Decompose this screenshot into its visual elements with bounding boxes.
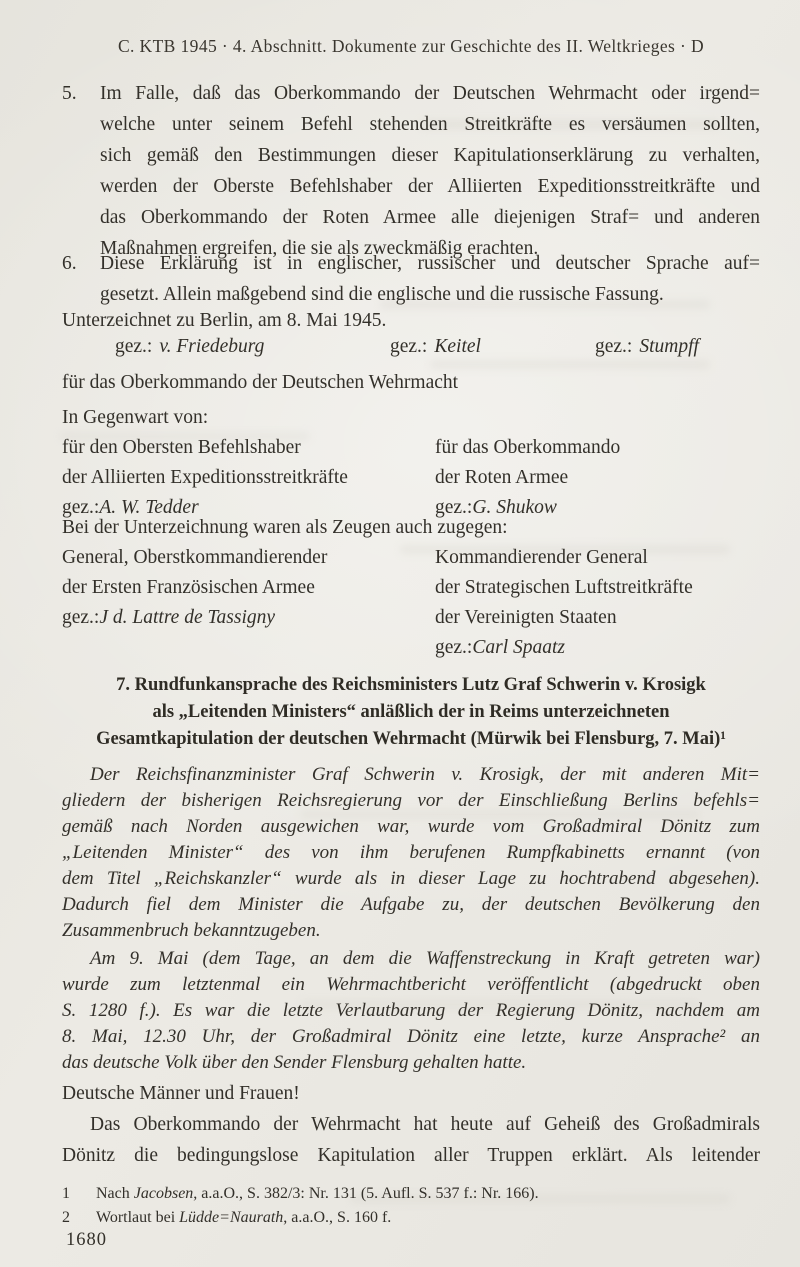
- text-line: Kommandierender General: [435, 547, 648, 568]
- signature: [390, 336, 481, 358]
- text-line: S. 1280 f.). Es war die letzte Verlautbarung der Regierung Dönitz, nachdem am: [62, 1000, 760, 1021]
- witnesses-columns: [62, 543, 760, 663]
- footnote: [62, 1206, 760, 1230]
- capitulation-item-5: [62, 78, 760, 264]
- text-line: der Vereinigten Staaten: [435, 607, 617, 628]
- text-line: der Ersten Französischen Armee: [62, 577, 315, 598]
- footnote-number: 2: [62, 1209, 70, 1226]
- footnote-number: 1: [62, 1185, 70, 1202]
- place-date-line: Unterzeichnet zu Berlin, am 8. Mai 1945.: [62, 310, 387, 331]
- heading-line: 7. Rundfunkansprache des Reichsministers Lutz Graf Schwerin v. Krosigk: [116, 675, 706, 695]
- heading-line: Gesamtkapitulation der deutschen Wehrmacht (Mürwik bei Flensburg, 7. Mai)¹: [96, 729, 726, 749]
- text-line: Zusammenbruch bekanntzugeben.: [62, 920, 321, 941]
- text-line: General, Oberstkommandierender: [62, 547, 328, 568]
- footnotes: [62, 1182, 760, 1230]
- signature-prefix: gez.:: [595, 336, 633, 357]
- footnote-text-pre: Nach: [96, 1185, 134, 1202]
- signature-prefix: gez.:: [390, 336, 428, 357]
- heading-line: als „Leitenden Ministers“ anläßlich der in Reims unterzeichneten: [152, 702, 670, 722]
- speech-salutation: Deutsche Männer und Frauen!: [62, 1083, 300, 1104]
- text-line: Im Falle, daß das Oberkommando der Deutschen Wehrmacht oder irgend=: [100, 83, 760, 104]
- signature-prefix: gez.:: [115, 336, 153, 357]
- page-number: 1680: [66, 1230, 107, 1250]
- footnote-text-pre: Wortlaut bei: [96, 1209, 180, 1226]
- text-line: wurde zum letztenmal ein Wehrmachtbericht veröffentlicht (abgedruckt oben: [62, 974, 760, 995]
- footnote-author: Lüdde=Naurath: [179, 1209, 284, 1226]
- text-line: gemäß nach Norden ausgewichen war, wurde vom Großadmiral Dönitz zum: [62, 816, 760, 837]
- text-line: der Alliierten Expeditionsstreitkräfte: [62, 467, 348, 488]
- signature: [62, 603, 435, 633]
- text-line: Maßnahmen ergreifen, die sie als zweckmäßig erachten.: [100, 238, 539, 259]
- signature-prefix: gez.:: [62, 497, 100, 518]
- editorial-paragraph-2: [62, 946, 760, 1076]
- presence-intro: In Gegenwart von:: [62, 407, 209, 428]
- item-text: [100, 248, 760, 310]
- text-line: „Leitenden Minister“ des von ihm berufenen Rumpfkabinetts ernannt (von: [62, 842, 760, 863]
- witnesses-left-column: [62, 543, 435, 663]
- text-line: Das Oberkommando der Wehrmacht hat heute auf Geheiß des Großadmirals: [90, 1114, 760, 1135]
- witnesses-right-column: [435, 543, 760, 663]
- text-line: Dadurch fiel dem Minister die Aufgabe zu, der deutschen Bevölkerung den: [62, 894, 760, 915]
- signature-prefix: gez.:: [62, 607, 100, 628]
- text-line: das Oberkommando der Roten Armee alle diejenigen Straf= und anderen: [100, 207, 760, 228]
- footnote-text-post: , a.a.O., S. 160 f.: [283, 1209, 392, 1226]
- presence-left-column: [62, 433, 435, 523]
- text-line: sich gemäß den Bestimmungen dieser Kapitulationserklärung zu verhalten,: [100, 145, 760, 166]
- signature: [115, 336, 264, 358]
- signature-name: v. Friedeburg: [159, 336, 265, 357]
- text-line: Dönitz die bedingungslose Kapitulation aller Truppen erklärt. Als leitender: [62, 1145, 760, 1166]
- text-line: der Strategischen Luftstreitkräfte: [435, 577, 693, 598]
- signature-name: G. Shukow: [472, 497, 557, 518]
- text-line: für das Oberkommando: [435, 437, 621, 458]
- text-line: 8. Mai, 12.30 Uhr, der Großadmiral Dönitz eine letzte, kurze Ansprache² an: [62, 1026, 760, 1047]
- section-7-heading: [62, 672, 760, 753]
- footnote-author: Jacobsen: [133, 1185, 194, 1202]
- signature-name: Carl Spaatz: [472, 637, 566, 658]
- signature-name: J d. Lattre de Tassigny: [99, 607, 276, 628]
- editorial-paragraph-1: [62, 762, 760, 944]
- footnote: [62, 1182, 760, 1206]
- running-header: C. KTB 1945 · 4. Abschnitt. Dokumente zur Geschichte des II. Weltkrieges · D: [117, 36, 705, 56]
- footnote-text-post: , a.a.O., S. 382/3: Nr. 131 (5. Aufl. S. 537 f.: Nr. 166).: [193, 1185, 539, 1202]
- item-text: [100, 78, 760, 264]
- footnote-text: [96, 1182, 760, 1206]
- signature-prefix: gez.:: [435, 497, 473, 518]
- capitulation-item-6: [62, 248, 760, 310]
- speech-paragraph: [62, 1109, 760, 1171]
- signature-name: Keitel: [434, 336, 481, 357]
- text-line: das deutsche Volk über den Sender Flensburg gehalten hatte.: [62, 1052, 527, 1073]
- signature: [595, 336, 699, 358]
- footnote-text: [96, 1206, 760, 1230]
- item-number: 5.: [62, 83, 77, 104]
- text-line: Diese Erklärung ist in englischer, russischer und deutscher Sprache auf=: [100, 253, 760, 274]
- signature-name: A. W. Tedder: [99, 497, 199, 518]
- presence-right-column: [435, 433, 760, 523]
- text-line: welche unter seinem Befehl stehenden Streitkräfte es versäumen sollten,: [100, 114, 760, 135]
- signature: [435, 633, 760, 663]
- text-line: gliedern der bisherigen Reichsregierung vor der Einschließung Berlins befehls=: [62, 790, 760, 811]
- text-line: für den Obersten Befehlshaber: [62, 437, 301, 458]
- signature-row: [0, 336, 800, 367]
- signature-prefix: gez.:: [435, 637, 473, 658]
- presence-columns: [62, 433, 760, 523]
- text-line: dem Titel „Reichskanzler“ wurde als in dieser Lage zu hochtrabend abgesehen).: [62, 868, 760, 889]
- signature-caption: für das Oberkommando der Deutschen Wehrmacht: [62, 372, 459, 393]
- text-line: werden der Oberste Befehlshaber der Alliierten Expeditionsstreitkräfte und: [100, 176, 760, 197]
- text-line: Der Reichsfinanzminister Graf Schwerin v. Krosigk, der mit anderen Mit=: [90, 764, 760, 785]
- text-line: gesetzt. Allein maßgebend sind die englische und die russische Fassung.: [100, 284, 664, 305]
- item-number: 6.: [62, 253, 77, 274]
- text-line: der Roten Armee: [435, 467, 569, 488]
- text-line: Am 9. Mai (dem Tage, an dem die Waffenstreckung in Kraft getreten war): [90, 948, 760, 969]
- witnesses-intro: Bei der Unterzeichnung waren als Zeugen auch zugegen:: [62, 517, 508, 538]
- signature-name: Stumpff: [639, 336, 699, 357]
